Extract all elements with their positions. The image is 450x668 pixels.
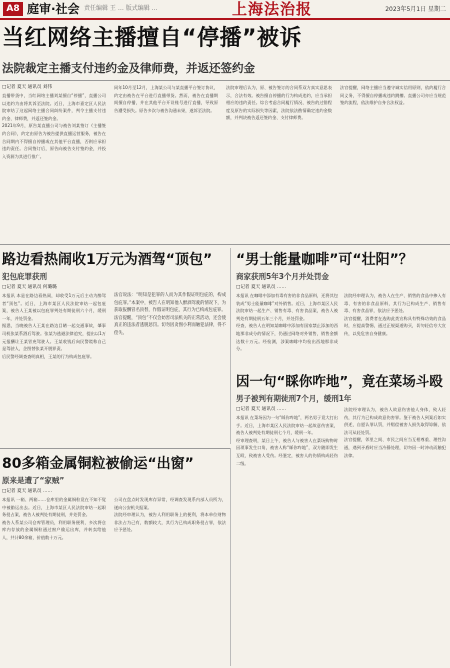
page-number-badge: A8 [3, 2, 23, 16]
divider [0, 244, 450, 245]
story4-para-1: 本报讯 一箱、两箱……仓库里的金属铜粒竟在不知不觉中被偷运出去。近日，上海市某区人民法院审结一起职务侵占案，被告人被判处有期徒刑，并处罚金。 [2, 497, 106, 518]
newspaper-name: 上海法治报 [232, 0, 313, 18]
issue-date: 2023年5月1日 星期二 [385, 6, 446, 13]
story4-column-2 [114, 496, 226, 664]
story2-quote-1: 法官说法：“明知是犯罪的人而为其作假证明包庇的，构成包庇罪。”本案中，被告人在明知他人醉酒驾驶的情况下，为获取报酬冒名顶替，作假证明包庇，其行为已构成包庇罪。 [114, 293, 226, 314]
story1-column-2 [114, 84, 218, 240]
divider [0, 448, 230, 449]
story4-headline: 80多箱金属铜粒被偷运“出窗” [2, 456, 194, 472]
story3-byline: □记者 夏天 通讯员 …… [236, 285, 287, 290]
story2-para-2: 据悉，当晚被告人王某在路边目睹一起交通事故，肇事司机张某系酒后驾驶。张某为逃避法律追究，提出以1万元报酬让王某冒充驾驶人。王某收钱后向民警谎称自己是驾驶人，企图替张某开脱罪责。 [2, 323, 106, 352]
story5-para-1: 本报讯 在菜场因为一句“睬你咋地”，两名男子竟大打出手。近日，上海市某区人民法院审结一起故意伤害案，被告人被判处有期徒刑七个月，缓刑一年。 [236, 415, 338, 436]
story4-column-1 [2, 496, 106, 664]
story3-subheadline: 商家获刑5年3个月并处罚金 [236, 272, 329, 281]
story1-byline: □记者 夏天 通讯员 刘伟 [2, 85, 53, 90]
story2-para-3: 后民警经调查查明真相，王某的行为构成包庇罪。 [2, 353, 95, 359]
story1-column-4 [340, 84, 446, 240]
story2-para-1: 本报讯 本是在路边看热闹，却收受1万元后主动为醉驾者“顶包”。近日，上海市某区人民法院审结一起包庇案，被告人王某被以包庇罪判处有期徒刑六个月，缓刑一年，并处罚金。 [2, 293, 106, 321]
story5-headline: 因一句“睬你咋地”，竟在菜场斗殴 [236, 374, 443, 390]
story5-para-3: 法院经审理认为，被告人故意伤害他人身体，致人轻伤，其行为已构成故意伤害罪。鉴于被告人到案后如实供述，自愿认罪认罚，并赔偿被害人损失取得谅解，依法可从轻处罚。 [344, 407, 446, 435]
story2-judge-comment [114, 292, 226, 444]
story2-headline: 路边看热闹收1万元为酒驾“顶包” [2, 252, 213, 268]
story5-para-2: 经审理查明，某日上午，被告人与被害人在菜场购物时因琐事发生口角，被害人称“睬你咋地”，双方随即发生互殴，致被害人受伤。经鉴定，被害人的伤情构成轻伤二级。 [236, 437, 338, 466]
story4-byline: □记者 夏天 通讯员 …… [2, 489, 53, 494]
story1-para-2: 2021年9月，原告某直播公司与被告刘某签订《主播签约合同》，约定由原告为被告提供直播运营服务，被告在合同期内不得擅自停播或在其他平台直播，否则应承担违约责任。合同签订后，原告向被告支付签约金，并投入资源为其进行推广。 [2, 123, 106, 159]
masthead [0, 0, 450, 20]
story5-column-2 [344, 406, 446, 664]
divider [0, 80, 450, 81]
story1-headline: 当红网络主播擅自“停播”被诉 [2, 26, 302, 51]
story5-byline: □记者 夏天 通讯员 …… [236, 407, 287, 412]
story5-para-4: 法官提醒，邻里之间、市民之间应当互相尊重、理性沟通，遇到矛盾时应当冷静处理，切勿因一时冲动而触犯法律。 [344, 437, 446, 458]
story1-para-3: 同年10月至12月，上海某公司与某直播平台签订协议，约定由被告在平台进行直播带货。然而，被告在直播期间擅自停播，并在其他平台开设账号进行直播，导致原告遭受损失。原告多次与被告沟通未果，遂诉至法院。 [114, 85, 218, 113]
story4-para-3: 公司在盘点时发现库存异常，经调查发现系内部人员所为，遂向公安机关报案。 [114, 497, 226, 510]
story3-para-4: 法官提醒，消费者在选购此类宣称具有特殊功效的食品时，应提高警惕，通过正规渠道购买，切勿轻信夸大宣传，以免危害自身健康。 [344, 315, 446, 336]
story4-para-2: 被告人系某公司仓库管理员，利用职务便利，多次将仓库内存放的金属铜粒通过窗户偷运出库，并转卖给他人，共计80余箱，价值数十万元。 [2, 519, 106, 540]
story5-column-1 [236, 414, 338, 664]
story1-subheadline: 法院裁定主播支付违约金及律师费，并返还签约金 [2, 61, 255, 75]
story3-headline: “男士能量咖啡”可“壮阳”？ [236, 252, 413, 268]
story1-para-1: 直播带货中，当红网络主播刘某擅自“停播”，直播公司以违约为由将其诉至法院。近日，上海市嘉定区人民法院审结了这起网络主播合同纠纷案件，判令主播支付违约金、律师费，并返还签约金。 [2, 93, 106, 121]
story5-subheadline: 男子被判有期徒刑7个月，缓刑1年 [236, 394, 352, 403]
story3-para-3: 法院经审理认为，被告人在生产、销售的食品中掺入有毒、有害的非食品原料，其行为已构成生产、销售有毒、有害食品罪，依法应予惩处。 [344, 293, 446, 314]
story2-quote-2: 法官提醒，“顶包”不仅会妨害司法机关的正常活动，还会使真正的违法者逃脱惩罚。切勿因贪图小利而触犯法律，得不偿失。 [114, 315, 226, 336]
story4-para-4: 法院经审理认为，被告人利用职务上的便利，将本单位财物非法占为己有，数额较大，其行为已构成职务侵占罪，依法应予惩处。 [114, 512, 226, 533]
column-divider [230, 248, 231, 444]
column-divider [230, 448, 231, 666]
editor-credits: 责任编辑 王 … 版式编辑 … [84, 5, 158, 12]
story2-byline: □记者 夏天 通讯员 何璐璐 [2, 285, 57, 290]
story3-para-2: 经查，被告人在明知某咖啡中添加有国家禁止添加的西地那非成分的情况下，仍通过网络对外销售，销售金额达数十万元。经检测，涉案咖啡中均检出西地那非成分。 [236, 323, 338, 352]
story1-column-1 [2, 92, 106, 240]
story3-para-1: 本报讯 在咖啡中添加有毒有害的非食品原料，还将其包装成“男士能量咖啡”对外销售。近日，上海市某区人民法院审结一起生产、销售有毒、有害食品案，被告人被判处有期徒刑五年三个月，并处罚金。 [236, 293, 338, 321]
story3-column-2 [344, 292, 446, 368]
section-title: 庭审·社会 [27, 2, 80, 16]
story1-column-3 [226, 84, 332, 240]
story4-subheadline: 原来是遭了“家贼” [2, 476, 65, 485]
story1-para-4: 法院审理后认为，原、被告签订的合同系双方真实意思表示，合法有效。被告擅自停播的行为构成违约，应当承担相应的违约责任。综合考虑合同履行情况、被告的过错程度及原告的实际损失等因素，法院依法酌情确定违约金数额，并判决被告返还签约金、支付律师费。 [226, 85, 332, 121]
story2-column-1 [2, 292, 106, 444]
story2-subheadline: 犯包庇罪获刑 [2, 272, 47, 281]
story1-para-5: 法官提醒，网络主播应当遵守诚实信用原则，依约履行合同义务，不得擅自停播或违约跳槽。直播公司亦应当规范签约流程，依法维护自身合法权益。 [340, 85, 446, 106]
